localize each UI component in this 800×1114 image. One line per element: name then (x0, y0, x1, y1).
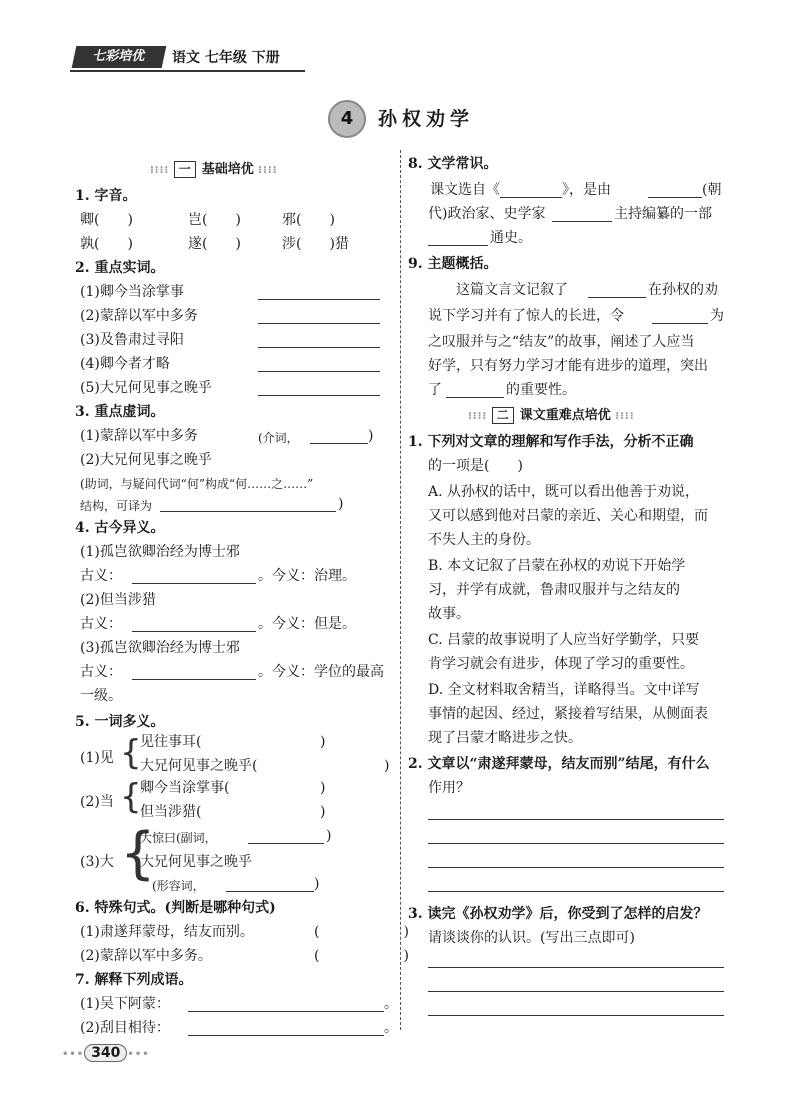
q9-text: 说下学习并有了惊人的长进，令 (428, 308, 624, 324)
q2-item: (1)卿今当涂掌事 (80, 284, 184, 300)
brace-icon: { (120, 733, 142, 773)
answer-line[interactable] (132, 678, 256, 680)
r1-option-d: 事情的起因、经过，紧接着写结果，从侧面表 (428, 706, 708, 722)
q9-text: 在孙权的劝 (648, 282, 718, 298)
r2-label: 2. 文章以“肃遂拜蒙母，结友而别”结尾，有什么 (408, 756, 710, 772)
q4-jin: 。今义：治理。 (258, 568, 356, 584)
answer-line[interactable] (588, 296, 646, 298)
q4-label: 4. 古今异义。 (75, 520, 165, 536)
section-heading-basic (150, 158, 278, 178)
q2-item: (3)及鲁肃过寻阳 (80, 332, 184, 348)
section-number: 二 (492, 407, 514, 424)
answer-line[interactable] (248, 842, 324, 844)
q4-gu: 古义： (80, 616, 122, 632)
r3-label: 请谈谈你的认识。(写出三点即可) (428, 930, 635, 946)
period: 。 (384, 1020, 398, 1036)
q8-text: 》，是由 (562, 182, 611, 198)
q4-gu: 古义： (80, 568, 122, 584)
q5-item: 大惊曰(副词， (140, 831, 217, 845)
q7-item: (1)吴下阿蒙： (80, 996, 170, 1012)
close-paren: ) (338, 496, 344, 512)
r1-option-c: 肯学习就会有进步，体现了学习的重要性。 (428, 656, 694, 672)
q6-item: (1)肃遂拜蒙母，结友而别。 (80, 924, 254, 940)
answer-line[interactable] (428, 842, 724, 844)
answer-line[interactable] (258, 370, 380, 372)
answer-line[interactable] (552, 220, 612, 222)
q9-text: 的重要性。 (506, 382, 576, 398)
section-heading-key (468, 404, 635, 424)
r1-option-a[interactable]: A. 从孙权的话中，既可以看出他善于劝说， (428, 484, 700, 500)
page-dots-left: ••• (62, 1049, 85, 1060)
answer-line[interactable] (258, 322, 380, 324)
close-paren: ) (320, 780, 326, 796)
r1-option-d[interactable]: D. 全文材料取舍精当，详略得当。文中详写 (428, 682, 700, 698)
answer-line[interactable] (500, 196, 562, 198)
r1-option-d: 现了吕蒙才略进步之快。 (428, 730, 582, 746)
q9-text: 好学，只有努力学习才能有进步的道理，突出 (428, 358, 708, 374)
book-title: 语文 七年级 下册 (172, 50, 280, 66)
q1-item: 岂( ) (188, 212, 241, 228)
q3-note: 结构，可译为 (80, 499, 153, 513)
q5-item: 但当涉猎( (140, 804, 202, 820)
page-dots-right: ••• (127, 1049, 150, 1060)
r1-label: 的一项是( ) (428, 458, 523, 474)
answer-line[interactable] (428, 1014, 724, 1016)
q8-text: 课文选自《 (430, 182, 500, 198)
q3-item: (1)蒙辞以军中多务 (80, 428, 198, 444)
dots-left: ⁝⁝⁝⁝ (150, 165, 170, 176)
q5-group-2: (2)当 (80, 794, 114, 810)
close-paren: ) (314, 876, 320, 892)
close-paren: ) (384, 758, 390, 774)
answer-line[interactable] (428, 244, 488, 246)
q2-item: (5)大兄何见事之晚乎 (80, 380, 212, 396)
r1-option-a: 不失人主的身份。 (428, 532, 540, 548)
header-rule (70, 70, 305, 72)
q1-item: 遂( ) (188, 236, 241, 252)
q4-jin: 。今义：但是。 (258, 616, 356, 632)
q9-text: 了 (428, 382, 442, 398)
answer-line[interactable] (258, 346, 380, 348)
q2-item: (4)卿今者才略 (80, 356, 170, 372)
q5-label: 5. 一词多义。 (75, 714, 165, 730)
answer-line[interactable] (428, 866, 724, 868)
lesson-number: 4 (328, 100, 366, 138)
q5-group-1: (1)见 (80, 750, 114, 766)
q3-hint: (介词， (258, 431, 299, 445)
answer-line[interactable] (258, 298, 380, 300)
close-paren: ) (368, 428, 374, 444)
answer-line[interactable] (652, 322, 708, 324)
q1-item: 涉( )猎 (282, 236, 349, 252)
q5-item: 卿今当涂掌事( (140, 780, 230, 796)
q4-item: (1)孤岂欲卿治经为博士邪 (80, 544, 240, 560)
r3-label: 3. 读完《孙权劝学》后，你受到了怎样的启发？ (408, 906, 708, 922)
q6-label: 6. 特殊句式。(判断是哪种句式) (75, 900, 276, 916)
q4-item: (2)但当涉猎 (80, 592, 156, 608)
q7-item: (2)刮目相待： (80, 1020, 170, 1036)
brace-icon: { (120, 821, 156, 886)
answer-paren[interactable]: ( ) (314, 948, 409, 964)
period: 。 (384, 996, 398, 1012)
q3-item: (2)大兄何见事之晚乎 (80, 452, 212, 468)
answer-line[interactable] (446, 396, 504, 398)
r2-label: 作用？ (428, 780, 470, 796)
r1-option-b: 故事。 (428, 606, 470, 622)
q4-jin: 。今义：学位的最高 (258, 664, 384, 680)
answer-line[interactable] (188, 1034, 384, 1036)
r1-option-c[interactable]: C. 吕蒙的故事说明了人应当好学勤学，只要 (428, 632, 700, 648)
close-paren: ) (320, 734, 326, 750)
q5-item: 大兄何见事之晚乎 (140, 854, 252, 870)
r1-label: 1. 下列对文章的理解和写作手法，分析不正确 (408, 434, 694, 450)
q8-text: 通史。 (490, 230, 532, 246)
q9-text: 这篇文言文记叙了 (456, 282, 568, 298)
answer-line[interactable] (188, 1010, 384, 1012)
q5-item: (形容词， (152, 879, 205, 893)
q4-gu: 古义： (80, 664, 122, 680)
q8-text: (朝 (702, 182, 722, 198)
dots-right: ⁝⁝⁝⁝ (258, 165, 278, 176)
q6-item: (2)蒙辞以军中多务。 (80, 948, 212, 964)
close-paren: ) (320, 804, 326, 820)
q4-item: (3)孤岂欲卿治经为博士邪 (80, 640, 240, 656)
r1-option-b: 习，并学有成就，鲁肃叹服并与之结友的 (428, 582, 680, 598)
close-paren: ) (326, 828, 332, 844)
q1-item: 孰( ) (80, 236, 133, 252)
q8-text: 主持编纂的一部 (614, 206, 712, 222)
answer-line[interactable] (428, 966, 724, 968)
q1-item: 邪( ) (282, 212, 335, 228)
dots-left: ⁝⁝⁝⁝ (468, 411, 488, 422)
answer-line[interactable] (226, 890, 314, 892)
answer-paren[interactable]: ( ) (314, 924, 409, 940)
r1-option-b[interactable]: B. 本文记叙了吕蒙在孙权的劝说下开始学 (428, 558, 686, 574)
page-number-value: 340 (84, 1044, 127, 1062)
page-number (62, 1044, 150, 1062)
r1-option-a: 又可以感到他对吕蒙的亲近、关心和期望，而 (428, 508, 708, 524)
q5-item: 大兄何见事之晚乎( (140, 758, 258, 774)
dots-right: ⁝⁝⁝⁝ (615, 411, 635, 422)
brace-icon: { (120, 777, 142, 817)
answer-line[interactable] (428, 818, 724, 820)
section-title: 课文重难点培优 (519, 408, 611, 423)
q3-note: (助词，与疑问代词“何”构成“何……之……” (80, 477, 314, 491)
q2-label: 2. 重点实词。 (75, 260, 165, 276)
answer-line[interactable] (310, 442, 368, 444)
q9-text: 之叹服并与之“结友”的故事，阐述了人应当 (428, 334, 695, 350)
q5-item: 见往事耳( (140, 734, 202, 750)
column-divider (400, 150, 402, 1030)
q2-item: (2)蒙辞以军中多务 (80, 308, 198, 324)
answer-line[interactable] (160, 510, 336, 512)
q9-text: 为 (710, 308, 724, 324)
section-number: 一 (174, 161, 196, 178)
answer-line[interactable] (258, 394, 380, 396)
q8-text: 代)政治家、史学家 (428, 206, 546, 222)
answer-line[interactable] (428, 990, 724, 992)
q8-label: 8. 文学常识。 (408, 156, 498, 172)
q5-group-3: (3)大 (80, 854, 114, 870)
q4-cont: 一级。 (80, 688, 122, 704)
q1-item: 卿( ) (80, 212, 133, 228)
lesson-title: 孙权劝学 (378, 108, 475, 130)
series-tag: 七彩培优 (72, 46, 167, 68)
answer-line[interactable] (648, 196, 702, 198)
q7-label: 7. 解释下列成语。 (75, 972, 193, 988)
answer-line[interactable] (132, 630, 256, 632)
q9-label: 9. 主题概括。 (408, 256, 498, 272)
answer-line[interactable] (428, 890, 724, 892)
q3-label: 3. 重点虚词。 (75, 404, 165, 420)
section-title: 基础培优 (201, 162, 254, 177)
answer-line[interactable] (132, 582, 256, 584)
q1-label: 1. 字音。 (75, 188, 137, 204)
